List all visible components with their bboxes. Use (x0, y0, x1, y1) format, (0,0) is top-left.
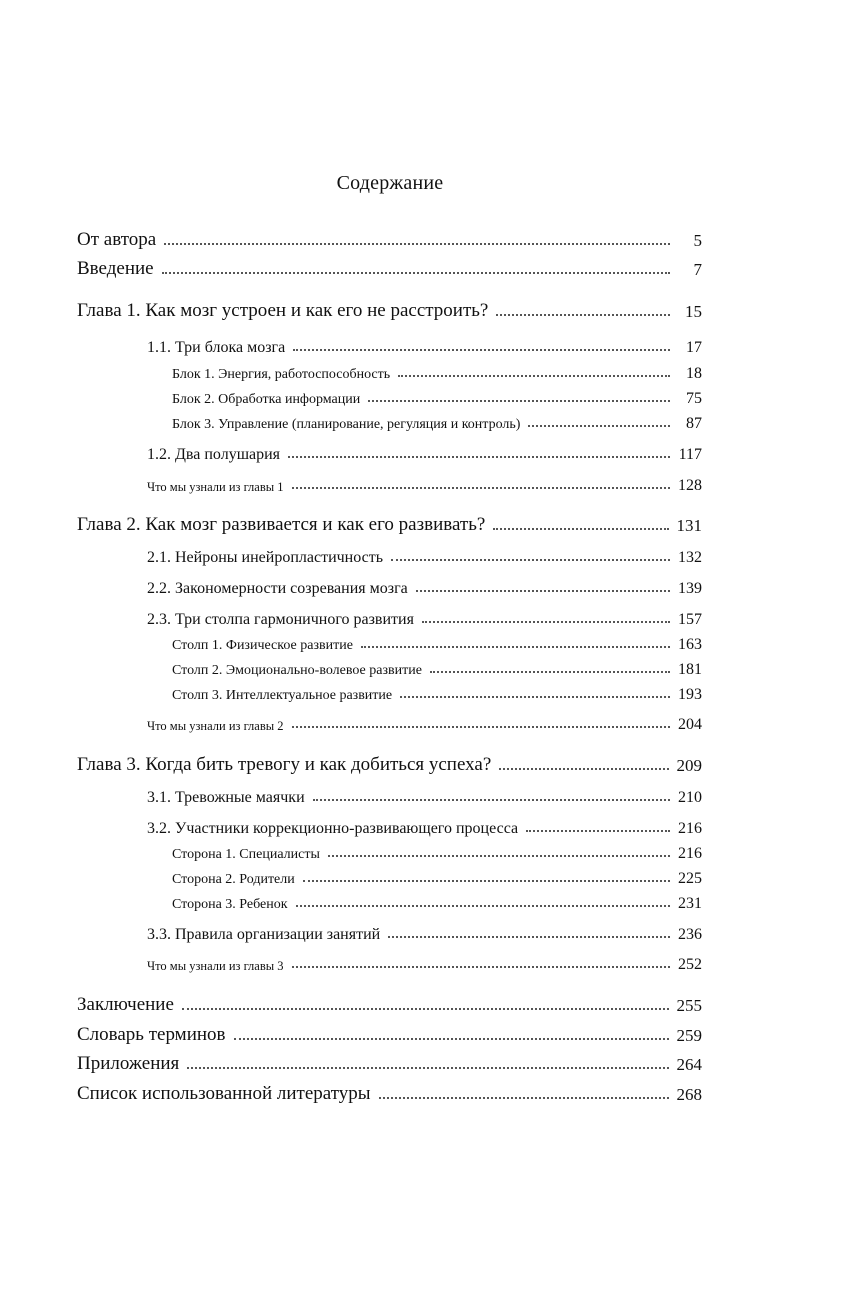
dot-leader (292, 726, 670, 728)
dot-leader (526, 830, 670, 832)
toc-entry-label: 3.1. Тревожные маячки (147, 789, 305, 806)
dot-leader (187, 1067, 668, 1069)
toc-entry[interactable] (147, 920, 702, 944)
toc-entry-label: Сторона 1. Специалисты (172, 847, 320, 862)
dot-leader (499, 768, 668, 770)
toc-entry[interactable] (147, 471, 702, 495)
toc-title: Содержание (336, 172, 444, 194)
toc-entry-label: 3.3. Правила организации занятий (147, 926, 381, 943)
toc-entry-page-number: 236 (678, 926, 702, 943)
toc-entry-page-number: 157 (678, 611, 702, 628)
toc-entry[interactable] (172, 864, 702, 888)
toc-entry-page-number: 181 (678, 661, 702, 678)
dot-leader (313, 799, 670, 801)
toc-entry[interactable] (147, 950, 702, 974)
dot-leader (493, 528, 668, 530)
toc-entry-label: Столп 3. Интеллектуальное развитие (172, 688, 393, 703)
toc-entry-page-number: 128 (678, 477, 702, 494)
toc-entry[interactable] (77, 1051, 702, 1075)
toc-entry-label: Блок 1. Энергия, работоспособность (172, 367, 391, 382)
toc-entry-label: Приложения (77, 1053, 180, 1074)
toc-entry[interactable] (147, 440, 702, 464)
toc-entry[interactable] (172, 384, 702, 408)
toc-entry-page-number: 131 (676, 516, 702, 535)
toc-entry-page-number: 231 (678, 895, 702, 912)
toc-entry-label: Словарь терминов (77, 1024, 226, 1045)
toc-entry-page-number: 193 (678, 686, 702, 703)
dot-leader (292, 966, 670, 968)
toc-entry-label: Сторона 3. Ребенок (172, 897, 288, 912)
dot-leader (400, 696, 670, 698)
toc-entry-label: Введение (77, 258, 154, 279)
toc-entry[interactable] (147, 710, 702, 734)
toc-entry-page-number: 87 (686, 415, 702, 432)
dot-leader (430, 671, 670, 673)
toc-entry-label: Столп 2. Эмоционально-волевое развитие (172, 663, 422, 678)
toc-entry[interactable] (147, 783, 702, 807)
toc-entry-page-number: 259 (676, 1026, 702, 1045)
toc-entry[interactable] (77, 227, 702, 251)
toc-entry-page-number: 132 (678, 549, 702, 566)
toc-entry-label: Столп 1. Физическое развитие (172, 638, 353, 653)
toc-entry-page-number: 216 (678, 820, 702, 837)
toc-entry-page-number: 268 (676, 1085, 702, 1104)
dot-leader (388, 936, 670, 938)
toc-entry-label: Что мы узнали из главы 1 (147, 480, 284, 494)
toc-entry[interactable] (147, 574, 702, 598)
toc-entry-page-number: 209 (676, 756, 702, 775)
toc-entry[interactable] (172, 839, 702, 863)
toc-entry[interactable] (77, 298, 702, 322)
toc-entry-label: 1.2. Два полушария (147, 446, 281, 463)
toc-entry-page-number: 5 (693, 231, 702, 250)
toc-entry-label: Глава 2. Как мозг развивается и как его развивать? (77, 514, 486, 535)
dot-leader (293, 349, 670, 351)
toc-entry[interactable] (172, 409, 702, 433)
toc-entry-page-number: 264 (676, 1055, 702, 1074)
toc-entry-page-number: 17 (686, 339, 702, 356)
toc-entry-page-number: 117 (678, 446, 702, 463)
toc-entry[interactable] (147, 543, 702, 567)
toc-entry-label: Что мы узнали из главы 3 (147, 959, 284, 973)
toc-entry-label: Что мы узнали из главы 2 (147, 719, 284, 733)
dot-leader (368, 400, 670, 402)
toc-entry-label: 2.3. Три столпа гармоничного развития (147, 611, 414, 628)
toc-entry-label: Блок 2. Обработка информации (172, 392, 361, 407)
dot-leader (234, 1038, 669, 1040)
toc-entry-label: Глава 1. Как мозг устроен и как его не расстроить? (77, 300, 489, 321)
dot-leader (416, 590, 670, 592)
dot-leader (398, 375, 670, 377)
toc-entry-page-number: 7 (693, 260, 702, 279)
dot-leader (296, 905, 670, 907)
toc-entry[interactable] (77, 992, 702, 1016)
toc-entry[interactable] (77, 752, 702, 776)
toc-entry[interactable] (172, 889, 702, 913)
toc-entry[interactable] (77, 1081, 702, 1105)
toc-entry[interactable] (172, 680, 702, 704)
toc-entry-label: 2.2. Закономерности созревания мозга (147, 580, 408, 597)
toc-entry[interactable] (172, 359, 702, 383)
toc-entry-page-number: 252 (678, 956, 702, 973)
toc-entry-label: Сторона 2. Родители (172, 872, 295, 887)
dot-leader (292, 487, 670, 489)
dot-leader (496, 314, 670, 316)
toc-entry[interactable] (147, 333, 702, 357)
toc-entry-page-number: 210 (678, 789, 702, 806)
toc-entry-label: Глава 3. Когда бить тревогу и как добиться успеха? (77, 754, 492, 775)
dot-leader (288, 456, 670, 458)
toc-entry-label: 2.1. Нейроны инейропластичность (147, 549, 384, 566)
dot-leader (164, 243, 670, 245)
dot-leader (162, 272, 670, 274)
dot-leader (303, 880, 670, 882)
dot-leader (182, 1008, 669, 1010)
toc-entry-page-number: 18 (686, 365, 702, 382)
toc-entry-label: 1.1. Три блока мозга (147, 339, 286, 356)
toc-entry-page-number: 255 (676, 996, 702, 1015)
toc-entry-label: Список использованной литературы (77, 1083, 371, 1104)
toc-entry-page-number: 204 (678, 716, 702, 733)
toc-entry-label: Заключение (77, 994, 174, 1015)
dot-leader (391, 559, 670, 561)
toc-entry-label: Блок 3. Управление (планирование, регуляция и контроль) (172, 417, 521, 432)
toc-entry[interactable] (77, 1022, 702, 1046)
dot-leader (361, 646, 670, 648)
toc-entry[interactable] (147, 605, 702, 629)
toc-entry[interactable] (147, 814, 702, 838)
dot-leader (528, 425, 670, 427)
toc-entry-page-number: 75 (686, 390, 702, 407)
dot-leader (379, 1097, 669, 1099)
toc-entry-page-number: 139 (678, 580, 702, 597)
toc-entry[interactable] (77, 512, 702, 536)
toc-entry-page-number: 163 (678, 636, 702, 653)
toc-entry-page-number: 225 (678, 870, 702, 887)
dot-leader (328, 855, 670, 857)
dot-leader (422, 621, 670, 623)
toc-entry-page-number: 15 (685, 302, 702, 321)
toc-entry-label: 3.2. Участники коррекционно-развивающего процесса (147, 820, 519, 837)
toc-entry[interactable] (172, 630, 702, 654)
toc-entry-page-number: 216 (678, 845, 702, 862)
toc-entry[interactable] (77, 256, 702, 280)
toc-entry[interactable] (172, 655, 702, 679)
toc-entry-label: От автора (77, 229, 157, 250)
